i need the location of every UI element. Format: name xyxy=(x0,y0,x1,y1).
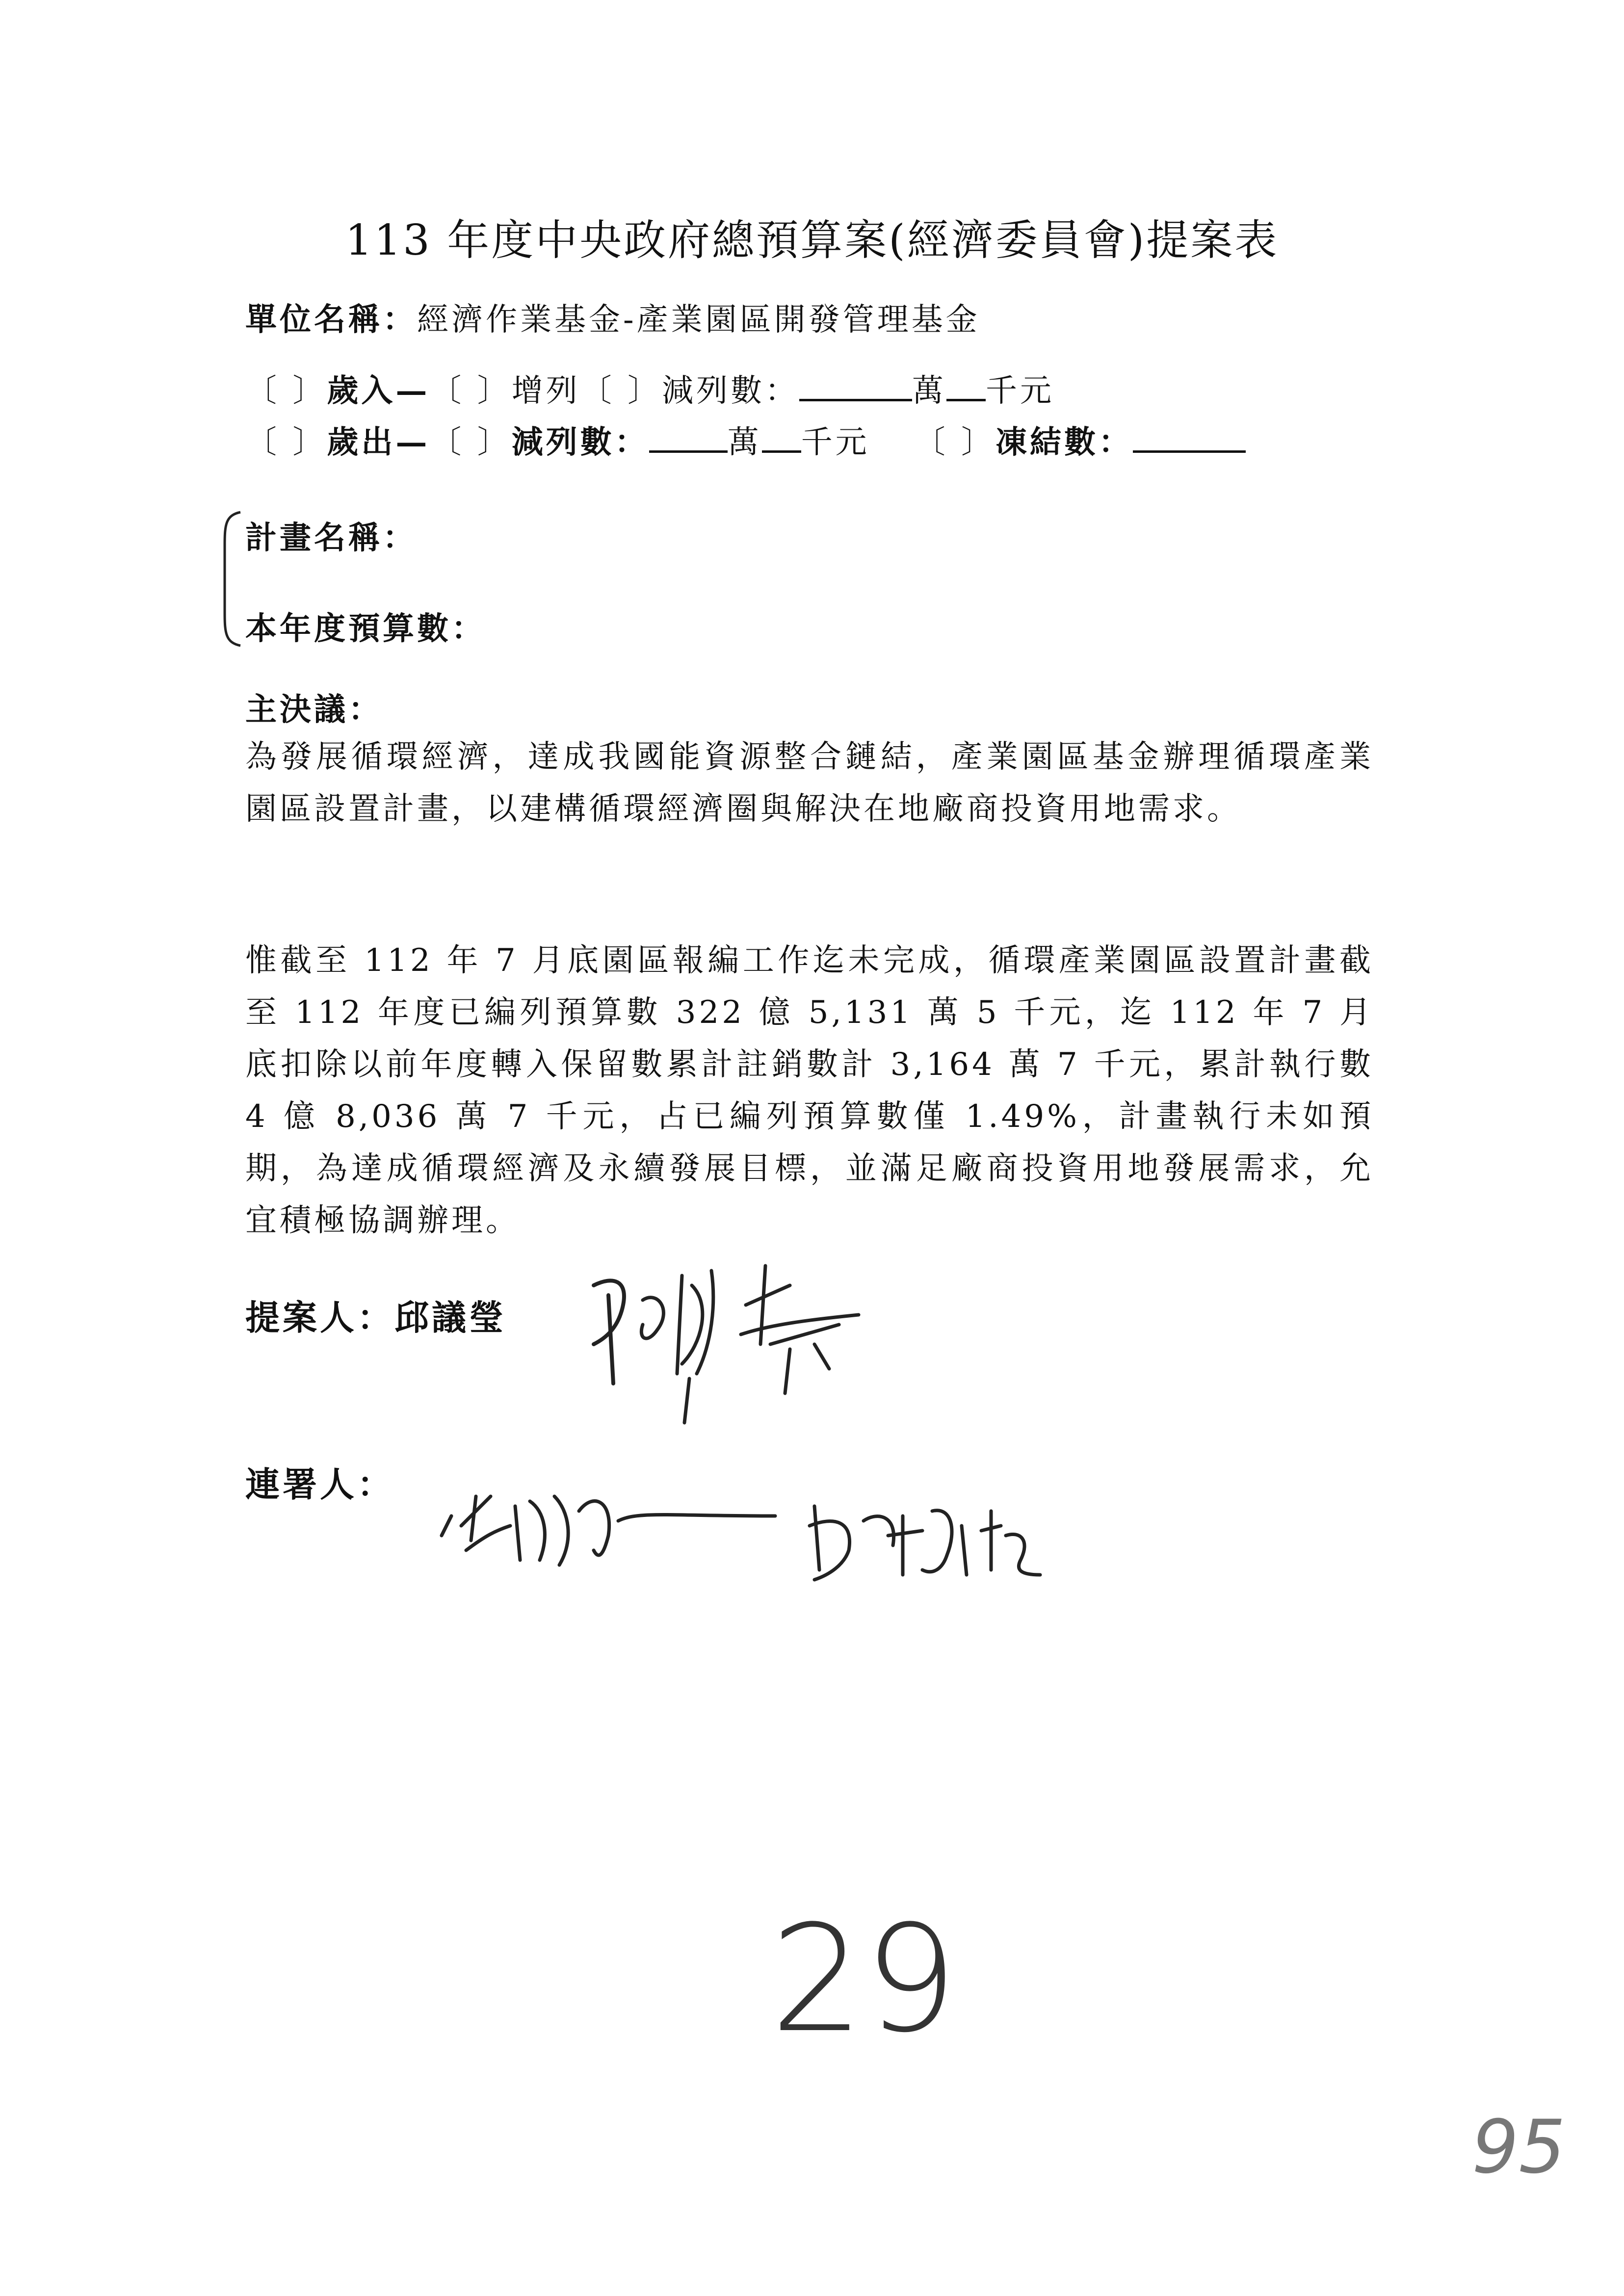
proposer-label: 提案人： xyxy=(245,1297,394,1338)
unit-label: 單位名稱： xyxy=(245,301,417,338)
resolution-paragraph-2: 惟截至 112 年 7 月底園區報編工作迄未完成，循環產業園區設置計畫截至 112 年度已編列預算數 322 億 5,131 萬 5 千元，迄 112 年 7 月底扣除以前年度轉入保留數累計註銷數計 3,164 萬 7 千元，累計執行數 4 億 8,036 萬 7 千元，占已編列預算數僅 1.49%，計畫執行未如預期，為達成循環經濟及永續發展目標，並滿足廠商投資用地發展需求，允宜積極協調辦理。 xyxy=(245,942,1374,1239)
resolution-paragraph-1: 為發展循環經濟，達成我國能資源整合鏈結，產業園區基金辦理循環產業園區設置計畫，以建構循環經濟圈與解決在地廠商投資用地需求。 xyxy=(245,739,1374,827)
unit-value: 經濟作業基金-產業園區開發管理基金 xyxy=(417,302,980,338)
expenditure-type: 歲出— xyxy=(327,424,430,461)
handwritten-corner-number: 95 xyxy=(1472,2105,1566,2190)
proposer-signature xyxy=(584,1246,888,1433)
freeze-checkbox[interactable]: 〔 〕 xyxy=(914,424,996,461)
revenue-wan-blank[interactable] xyxy=(799,371,912,401)
revenue-qian-unit: 千元 xyxy=(986,373,1055,409)
expenditure-qian-unit: 千元 xyxy=(801,424,870,461)
expenditure-decrease-checkbox[interactable]: 〔 〕 xyxy=(430,424,512,461)
expenditure-wan-unit: 萬 xyxy=(727,424,762,461)
revenue-decrease-label: 減列數： xyxy=(662,373,800,409)
proposer-row xyxy=(245,1290,506,1340)
revenue-row xyxy=(245,365,1054,411)
brace-mark xyxy=(216,510,245,648)
revenue-checkbox[interactable]: 〔 〕 xyxy=(245,373,327,409)
revenue-increase-checkbox[interactable]: 〔 〕 xyxy=(430,373,512,409)
page-title: 113 年度中央政府總預算案(經濟委員會)提案表 xyxy=(345,216,1279,265)
cosigner-label: 連署人： xyxy=(245,1464,394,1505)
revenue-wan-unit: 萬 xyxy=(912,373,947,409)
unit-row xyxy=(245,294,980,339)
expenditure-decrease-label: 減列數： xyxy=(511,424,649,461)
revenue-type: 歲入— xyxy=(327,372,430,409)
freeze-blank[interactable] xyxy=(1133,423,1246,453)
revenue-increase-label: 增列 xyxy=(511,373,580,409)
budget-label: 本年度預算數： xyxy=(245,610,486,647)
expenditure-qian-blank[interactable] xyxy=(762,423,801,453)
cosigner-signature xyxy=(432,1462,1119,1599)
expenditure-checkbox[interactable]: 〔 〕 xyxy=(245,424,327,461)
proposer-name: 邱議瑩 xyxy=(394,1297,506,1338)
expenditure-row xyxy=(245,417,1246,462)
page-number: 29 xyxy=(770,1894,958,2065)
freeze-label: 凍結數： xyxy=(995,424,1133,461)
revenue-decrease-checkbox[interactable]: 〔 〕 xyxy=(580,373,662,409)
expenditure-wan-blank[interactable] xyxy=(649,423,728,453)
revenue-qian-blank[interactable] xyxy=(946,371,986,401)
resolution-label: 主決議： xyxy=(245,691,383,728)
plan-name-label: 計畫名稱： xyxy=(245,520,417,556)
